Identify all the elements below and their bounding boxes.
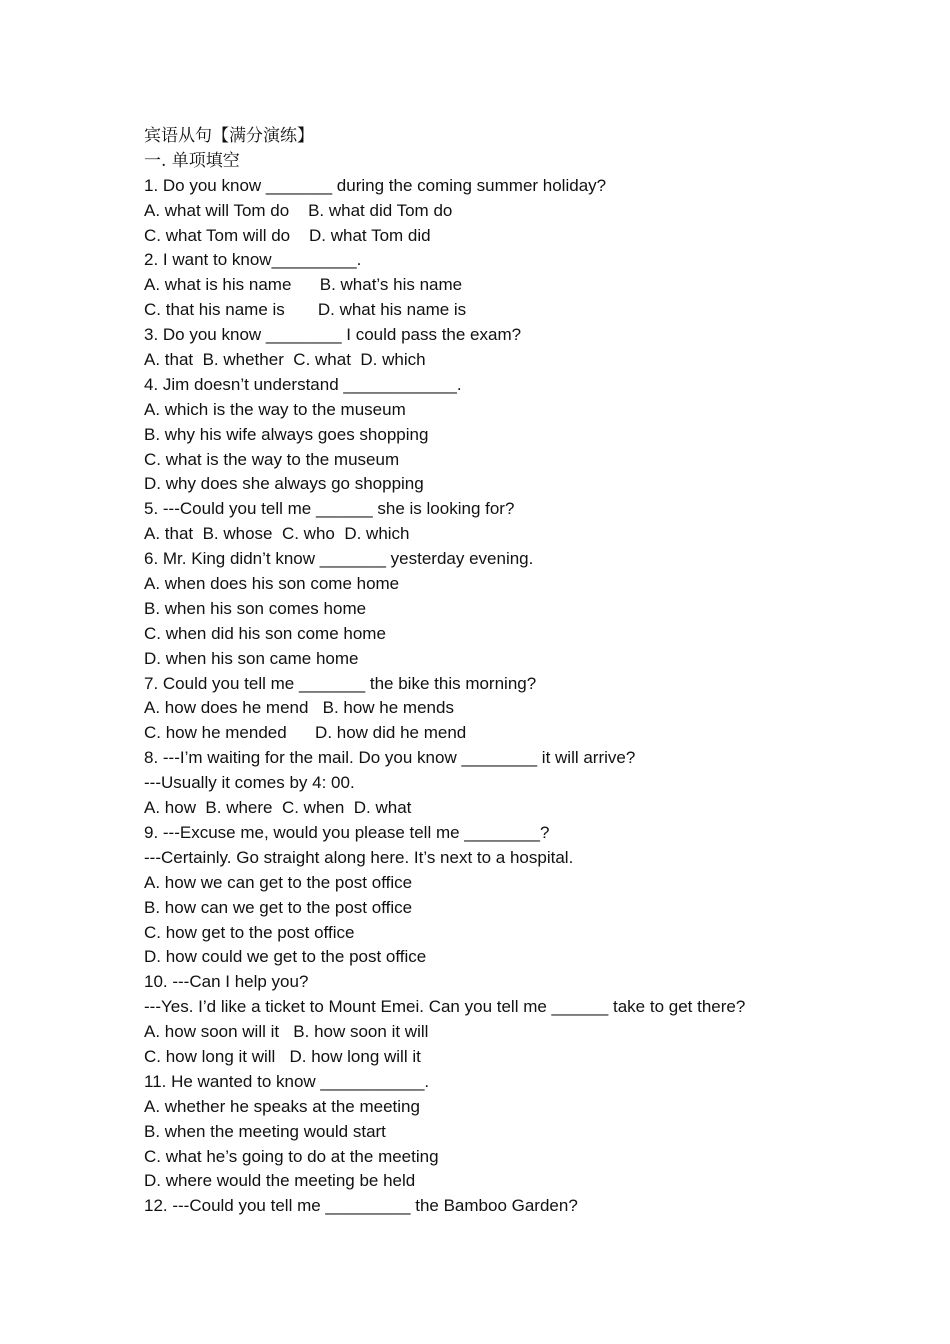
- answer-options: A. what is his name B. what’s his name: [144, 275, 463, 295]
- question-stem: 3. Do you know ________ I could pass the exam?: [144, 325, 522, 345]
- section-heading: 一. 单项填空: [144, 150, 240, 171]
- answer-options: D. where would the meeting be held: [144, 1171, 416, 1191]
- answer-options: C. that his name is D. what his name is: [144, 300, 467, 320]
- answer-options: A. how soon will it B. how soon it will: [144, 1022, 429, 1042]
- answer-options: B. when the meeting would start: [144, 1121, 386, 1141]
- answer-options: A. how we can get to the post office: [144, 872, 413, 892]
- question-stem: 8. ---I’m waiting for the mail. Do you know ________ it will arrive?: [144, 748, 636, 768]
- answer-options: A. how does he mend B. how he mends: [144, 698, 454, 718]
- answer-options: A. what will Tom do B. what did Tom do: [144, 200, 453, 220]
- question-stem: 7. Could you tell me _______ the bike this morning?: [144, 673, 537, 693]
- answer-options: C. what he’s going to do at the meeting: [144, 1146, 439, 1166]
- answer-options: C. what is the way to the museum: [144, 449, 400, 469]
- answer-options: C. how get to the post office: [144, 922, 355, 942]
- answer-options: C. how he mended D. how did he mend: [144, 723, 467, 743]
- answer-options: B. how can we get to the post office: [144, 897, 413, 917]
- answer-options: D. why does she always go shopping: [144, 474, 424, 494]
- question-stem: 1. Do you know _______ during the coming summer holiday?: [144, 175, 607, 195]
- dialogue-line: ---Certainly. Go straight along here. It’s next to a hospital.: [144, 847, 574, 867]
- question-stem: 10. ---Can I help you?: [144, 972, 309, 992]
- answer-options: B. when his son comes home: [144, 598, 367, 618]
- question-stem: 2. I want to know_________.: [144, 250, 362, 270]
- question-stem: 12. ---Could you tell me _________ the Bamboo Garden?: [144, 1196, 578, 1216]
- answer-options: D. when his son came home: [144, 648, 359, 668]
- document-title: 宾语从句【满分演练】: [144, 126, 314, 146]
- answer-options: A. that B. whether C. what D. which: [144, 350, 426, 370]
- question-stem: 9. ---Excuse me, would you please tell me ________?: [144, 822, 550, 842]
- question-list: [144, 174, 864, 1219]
- dialogue-line: ---Yes. I’d like a ticket to Mount Emei. Can you tell me ______ take to get there?: [144, 997, 746, 1017]
- question-stem: 11. He wanted to know ___________.: [144, 1071, 430, 1091]
- answer-options: D. how could we get to the post office: [144, 947, 427, 967]
- answer-options: C. what Tom will do D. what Tom did: [144, 225, 431, 245]
- answer-options: C. how long it will D. how long will it: [144, 1046, 421, 1066]
- answer-options: A. whether he speaks at the meeting: [144, 1096, 420, 1116]
- answer-options: B. why his wife always goes shopping: [144, 424, 429, 444]
- dialogue-line: ---Usually it comes by 4: 00.: [144, 773, 355, 793]
- question-stem: 6. Mr. King didn’t know _______ yesterday evening.: [144, 549, 534, 569]
- answer-options: A. that B. whose C. who D. which: [144, 524, 410, 544]
- answer-options: A. which is the way to the museum: [144, 399, 406, 419]
- question-stem: 4. Jim doesn’t understand ____________.: [144, 374, 462, 394]
- answer-options: A. when does his son come home: [144, 574, 400, 594]
- answer-options: C. when did his son come home: [144, 623, 386, 643]
- question-stem: 5. ---Could you tell me ______ she is looking for?: [144, 499, 515, 519]
- document-page: [144, 124, 864, 1219]
- answer-options: A. how B. where C. when D. what: [144, 798, 412, 818]
